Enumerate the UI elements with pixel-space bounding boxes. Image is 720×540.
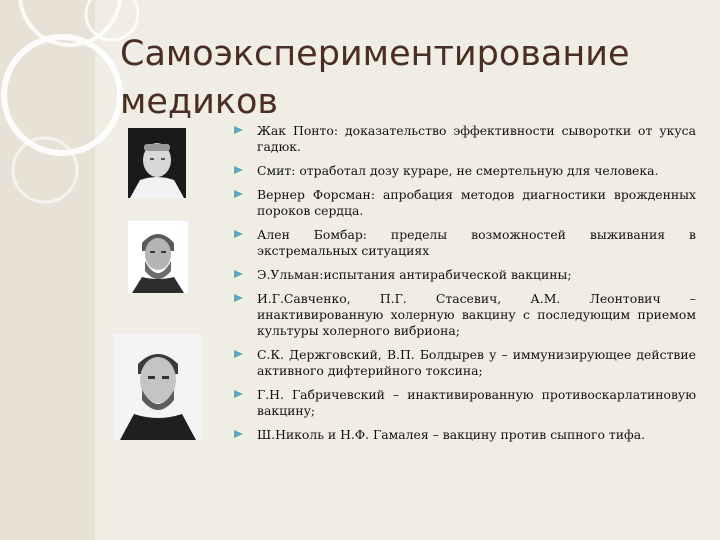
bullet-item <box>234 347 696 379</box>
bullet-item <box>234 227 696 259</box>
bullet-arrow-icon <box>234 166 243 174</box>
bullet-item <box>234 387 696 419</box>
bullet-arrow-icon <box>234 230 243 238</box>
bullet-text: С.К. Держговский, В.П. Болдырев у – иммунизирующее действие активного дифтерийного токсина; <box>257 347 696 378</box>
bullet-item <box>234 291 696 339</box>
title-line-1: Самоэкспериментирование <box>120 34 630 74</box>
bullet-item <box>234 187 696 219</box>
bullet-text: Ш.Николь и Н.Ф. Гамалея – вакцину против сыпного тифа. <box>257 427 646 442</box>
bullet-text: Вернер Форсман: апробация методов диагностики врожденных пороков сердца. <box>257 187 696 218</box>
title-line-2: медиков <box>120 82 279 122</box>
bullet-arrow-icon <box>234 390 243 398</box>
bullet-item <box>234 427 696 443</box>
bullet-text: Ален Бомбар: пределы возможностей выживания в экстремальных ситуациях <box>257 227 696 258</box>
bullet-arrow-icon <box>234 430 243 438</box>
person-photo-icon <box>114 334 202 440</box>
bullet-text: Г.Н. Габричевский – инактивированную противоскарлатиновую вакцину; <box>257 387 696 418</box>
bullet-item <box>234 163 696 179</box>
bullet-text: Э.Ульман:испытания антирабической вакцины; <box>257 267 572 282</box>
bullet-arrow-icon <box>234 270 243 278</box>
portrait-photo-2 <box>128 221 188 293</box>
slide-title <box>120 30 700 126</box>
bullet-arrow-icon <box>234 190 243 198</box>
person-photo-icon <box>128 221 188 293</box>
person-photo-icon <box>128 128 186 198</box>
portrait-photo-3 <box>114 334 202 440</box>
bullet-arrow-icon <box>234 294 243 302</box>
bullet-arrow-icon <box>234 126 243 134</box>
bullet-arrow-icon <box>234 350 243 358</box>
bullet-list <box>234 123 696 451</box>
bullet-item <box>234 123 696 155</box>
bullet-text: Смит: отработал дозу кураре, не смертельную для человека. <box>257 163 659 178</box>
portrait-photo-1 <box>128 128 186 198</box>
bullet-text: Жак Понто: доказательство эффективности сыворотки от укуса гадюк. <box>257 123 696 154</box>
bullet-item <box>234 267 696 283</box>
bullet-text: И.Г.Савченко, П.Г. Стасевич, А.М. Леонтович – инактивированную холерную вакцину с последующим приемом культуры холерного вибриона; <box>257 291 696 338</box>
